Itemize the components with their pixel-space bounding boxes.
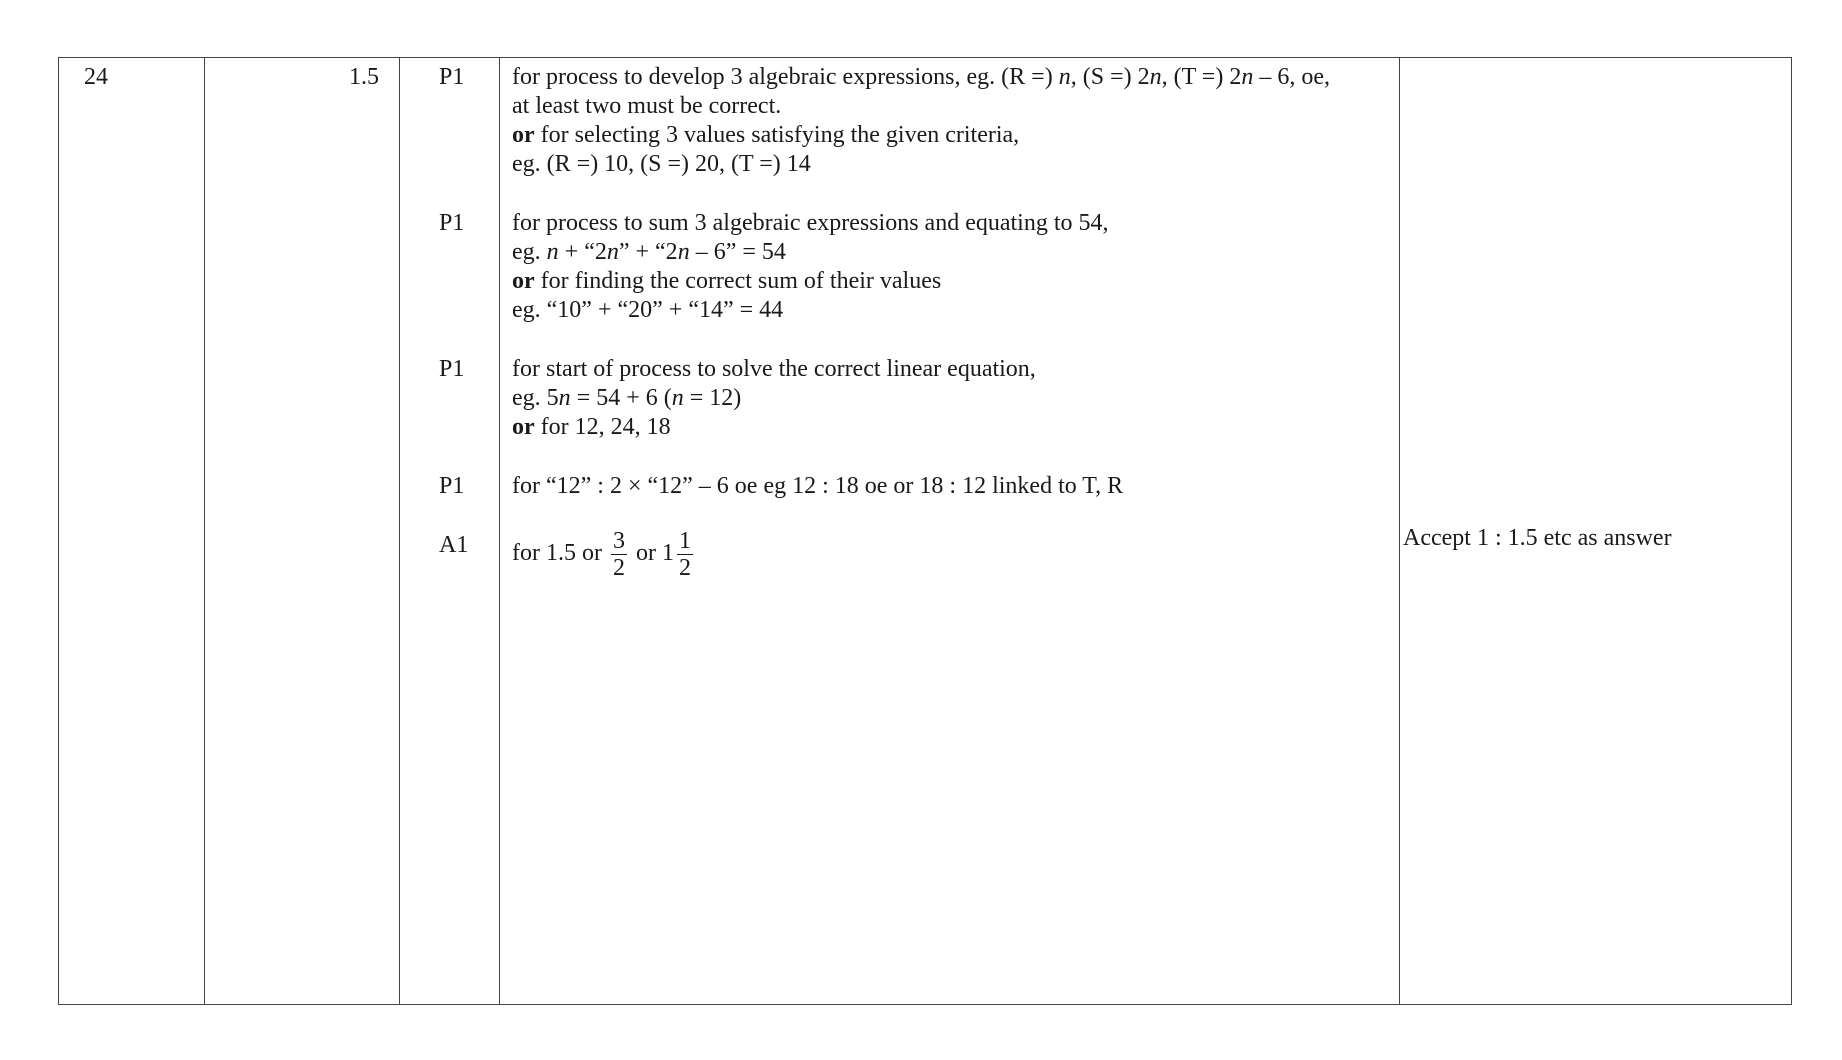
bold-keyword: or: [512, 268, 535, 294]
column-divider: [399, 58, 400, 1004]
bold-keyword: or: [512, 414, 535, 440]
additional-notes: Accept 1 : 1.5 etc as answer: [1403, 525, 1672, 551]
denominator: 2: [612, 555, 625, 581]
question-number: 24: [84, 64, 108, 90]
mark-code: P1: [439, 473, 465, 499]
mark-code: P1: [439, 210, 465, 236]
guidance-line: at least two must be correct.: [512, 93, 782, 119]
fraction: [611, 528, 627, 581]
numerator: 3: [612, 528, 625, 554]
variable: n: [606, 239, 619, 265]
guidance-line: or for selecting 3 values satisfying the given criteria,: [512, 122, 1020, 148]
guidance-line: eg. (R =) 10, (S =) 20, (T =) 14: [512, 151, 811, 177]
answer-cell: 1.5: [349, 64, 379, 90]
variable: n: [1058, 64, 1071, 90]
variable: n: [1241, 64, 1254, 90]
variable: n: [558, 385, 571, 411]
guidance-line: or for finding the correct sum of their values: [512, 268, 942, 294]
variable: n: [677, 239, 690, 265]
mark-code: P1: [439, 64, 465, 90]
numerator: 1: [678, 528, 691, 554]
guidance-line: eg. 5n = 54 + 6 (n = 12): [512, 385, 742, 411]
column-divider: [499, 58, 500, 1004]
guidance-line: for “12” : 2 × “12” – 6 oe eg 12 : 18 oe or 18 : 12 linked to T, R: [512, 473, 1124, 499]
bold-keyword: or: [512, 122, 535, 148]
guidance-line: or for 12, 24, 18: [512, 414, 671, 440]
variable: n: [546, 239, 559, 265]
guidance-line: eg. n + “2n” + “2n – 6” = 54: [512, 239, 786, 265]
guidance-line: for process to sum 3 algebraic expressions and equating to 54,: [512, 210, 1109, 236]
mark-scheme-table: [58, 57, 1792, 1005]
variable: n: [671, 385, 684, 411]
column-divider: [204, 58, 205, 1004]
fraction: [677, 528, 693, 581]
denominator: 2: [678, 555, 691, 581]
guidance-line: for 1.5 or $\frac{3}{2}$ or 1 $\frac{1}{2}$: [512, 528, 691, 581]
guidance-line: for process to develop 3 algebraic expressions, eg. (R =) n, (S =) 2n, (T =) 2n – 6, oe,: [512, 64, 1330, 90]
guidance-line: for start of process to solve the correct linear equation,: [512, 356, 1036, 382]
column-divider: [1399, 58, 1400, 1004]
mark-code: P1: [439, 356, 465, 382]
variable: n: [1149, 64, 1162, 90]
mark-code: A1: [439, 532, 469, 558]
guidance-line: eg. “10” + “20” + “14” = 44: [512, 297, 784, 323]
